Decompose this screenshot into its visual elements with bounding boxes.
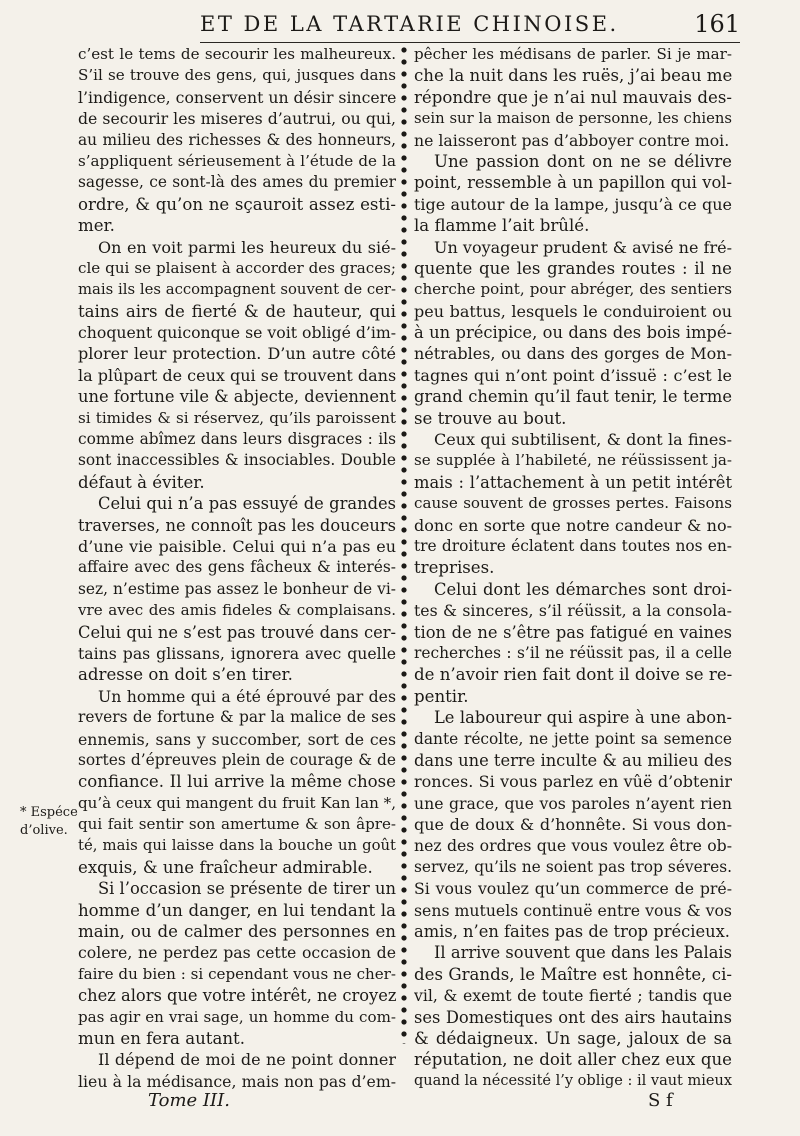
text-line: sagesse, ce sont-là des ames du premier xyxy=(78,173,396,192)
text-line: sens mutuels continuë entre vous & vos xyxy=(414,900,732,920)
text-line: On en voit parmi les heureux du sié- xyxy=(98,237,396,257)
text-line: pentir. xyxy=(414,686,469,706)
text-line: répondre que je n’ai nul mauvais des- xyxy=(414,87,732,107)
text-line: au milieu des richesses & des honneurs, xyxy=(78,130,396,149)
text-line: réputation, ne doit aller chez eux que xyxy=(414,1050,732,1070)
text-line: revers de fortune & par la malice de ses xyxy=(78,708,396,727)
text-line: tion de ne s’être pas fatigué en vaines xyxy=(414,622,732,642)
text-line: vil, & exemt de toute fierté ; tandis que xyxy=(414,986,732,1006)
text-line: de n’avoir rien fait dont il doive se re- xyxy=(414,665,732,685)
text-line: nétrables, ou dans des gorges de Mon- xyxy=(414,344,732,364)
text-line: sez, n’estime pas assez le bonheur de vi- xyxy=(78,579,396,598)
text-line: tre droiture éclatent dans toutes nos en- xyxy=(414,536,732,555)
text-line: choquent quiconque se voit obligé d’im- xyxy=(78,323,396,343)
text-line: Un voyageur prudent & avisé ne fré- xyxy=(434,237,732,257)
text-line: tains airs de fierté & de hauteur, qui xyxy=(78,301,396,321)
text-line: peu battus, lesquels le conduiroient ou xyxy=(414,301,732,321)
text-line: cause souvent de grosses pertes. Faisons xyxy=(414,494,732,513)
text-line: dans une terre inculte & au milieu des xyxy=(414,750,732,770)
text-line: que de doux & d’honnête. Si vous don- xyxy=(414,815,732,835)
text-line: d’une vie paisible. Celui qui n’a pas eu xyxy=(78,536,396,556)
text-line: défaut à éviter. xyxy=(78,472,205,492)
signature-mark: S f xyxy=(648,1090,673,1111)
text-line: tains pas glissans, ignorera avec quelle xyxy=(78,643,396,663)
text-line: tagnes qui n’ont point d’issuë : c’est le xyxy=(414,365,732,385)
text-line: lieu à la médisance, mais non pas d’em- xyxy=(78,1071,396,1091)
text-line: quand la nécessité l’y oblige : il vaut mieux xyxy=(414,1072,732,1089)
text-line: mer. xyxy=(78,216,115,236)
text-line: se trouve au bout. xyxy=(414,408,567,428)
text-line: main, ou de calmer des personnes en xyxy=(78,922,396,942)
text-line: Si l’occasion se présente de tirer un xyxy=(98,879,396,899)
text-line: c’est le tems de secourir les malheureux. xyxy=(78,45,396,63)
text-line: treprises. xyxy=(414,558,495,578)
text-line: affaire avec des gens fâcheux & interés- xyxy=(78,558,396,577)
margin-note-line: d’olive. xyxy=(20,823,68,838)
text-line: Celui qui n’a pas essuyé de grandes xyxy=(98,494,396,514)
text-line: mun en fera autant. xyxy=(78,1028,245,1048)
text-line: ne laisseront pas d’abboyer contre moi. xyxy=(414,130,730,150)
text-line: se supplée à l’habileté, ne réüssissent ja- xyxy=(414,451,732,470)
text-line: vre avec des amis fideles & complaisans. xyxy=(78,601,396,620)
text-line: plorer leur protection. D’un autre côté xyxy=(78,344,396,364)
text-line: à un précipice, ou dans des bois impé- xyxy=(414,323,732,343)
text-line: cherche point, pour abréger, des sentiers xyxy=(414,280,732,299)
text-line: che la nuit dans les ruës, j’ai beau me xyxy=(414,66,732,86)
text-line: Il dépend de moi de ne point donner xyxy=(98,1050,396,1070)
text-line: ordre, & qu’on ne sçauroit assez esti- xyxy=(78,194,396,214)
text-line: s’appliquent sérieusement à l’étude de la xyxy=(78,151,396,170)
column-divider-ornament xyxy=(398,44,410,1044)
text-line: si timides & si réservez, qu’ils paroissent xyxy=(78,408,396,427)
text-line: sein sur la maison de personne, les chiens xyxy=(414,110,732,128)
text-line: la plûpart de ceux qui se trouvent dans xyxy=(78,365,396,385)
text-line: traverses, ne connoît pas les douceurs xyxy=(78,515,396,535)
page-number: 161 xyxy=(694,10,740,38)
text-line: ennemis, sans y succomber, sort de ces xyxy=(78,729,396,749)
running-title: ET DE LA TARTARIE CHINOISE. xyxy=(200,12,619,36)
margin-note xyxy=(20,804,80,840)
left-text-column xyxy=(78,44,396,1092)
text-line: dante récolte, ne jette point sa semence xyxy=(414,729,732,748)
text-line: chez alors que votre intérêt, ne croyez xyxy=(78,986,396,1006)
text-line: Si vous voulez qu’un commerce de pré- xyxy=(414,879,732,899)
text-line: recherches : s’il ne réüssit pas, il a celle xyxy=(414,643,732,662)
text-line: ses Domestiques ont des airs hautains xyxy=(414,1007,732,1027)
text-line: Il arrive souvent que dans les Palais xyxy=(434,943,732,963)
text-line: colere, ne perdez pas cette occasion de xyxy=(78,943,396,963)
text-line: Ceux qui subtilisent, & dont la fines- xyxy=(434,430,732,450)
text-line: la flamme l’ait brûlé. xyxy=(414,216,590,236)
text-line: l’indigence, conservent un désir sincere xyxy=(78,87,396,107)
text-line: homme d’un danger, en lui tendant la xyxy=(78,900,396,920)
text-line: adresse on doit s’en tirer. xyxy=(78,665,293,685)
text-line: quente que les grandes routes : il ne xyxy=(414,258,732,278)
text-line: donc en sorte que notre candeur & no- xyxy=(414,515,732,535)
volume-label: Tome III. xyxy=(148,1090,230,1111)
text-line: ronces. Si vous parlez en vûë d’obtenir xyxy=(414,772,732,792)
text-line: qui fait sentir son amertume & son âpre- xyxy=(78,815,396,834)
text-line: confiance. Il lui arrive la même chose xyxy=(78,772,396,792)
text-line: mais : l’attachement à un petit intérêt xyxy=(414,472,732,492)
text-line: & dédaigneux. Un sage, jaloux de sa xyxy=(414,1028,732,1048)
text-line: mais ils les accompagnent souvent de cer- xyxy=(78,281,396,299)
text-line: Le laboureur qui aspire à une abon- xyxy=(434,708,732,728)
text-line: exquis, & une fraîcheur admirable. xyxy=(78,857,373,877)
text-line: sortes d’épreuves plein de courage & de xyxy=(78,750,396,769)
text-line: nez des ordres que vous voulez être ob- xyxy=(414,836,732,856)
text-line: qu’à ceux qui mangent du fruit Kan lan *, xyxy=(78,793,396,812)
text-line: de secourir les miseres d’autrui, ou qui, xyxy=(78,109,396,129)
text-line: Une passion dont on ne se délivre xyxy=(434,151,732,171)
text-line: faire du bien : si cependant vous ne cher- xyxy=(78,964,396,983)
text-line: amis, n’en faites pas de trop précieux. xyxy=(414,922,730,942)
text-line: pêcher les médisans de parler. Si je mar- xyxy=(414,45,732,63)
text-line: Un homme qui a été éprouvé par des xyxy=(98,686,396,706)
text-line: servez, qu’ils ne soient pas trop séveres. xyxy=(414,857,732,876)
text-line: sont inaccessibles & insociables. Double xyxy=(78,451,396,470)
text-line: tes & sinceres, s’il réüssit, a la consola- xyxy=(414,601,732,621)
text-line: cle qui se plaisent à accorder des graces; xyxy=(78,258,396,277)
text-line: des Grands, le Maître est honnête, ci- xyxy=(414,964,732,984)
text-line: une grace, que vos paroles n’ayent rien xyxy=(414,793,732,813)
text-line: grand chemin qu’il faut tenir, le terme xyxy=(414,387,732,407)
text-line: S’il se trouve des gens, qui, jusques dans xyxy=(78,66,396,85)
text-line: une fortune vile & abjecte, deviennent xyxy=(78,387,396,407)
text-line: Celui dont les démarches sont droi- xyxy=(434,579,732,599)
text-line: Celui qui ne s’est pas trouvé dans cer- xyxy=(78,622,396,642)
text-line: point, ressemble à un papillon qui vol- xyxy=(414,173,732,193)
text-line: comme abîmez dans leurs disgraces : ils xyxy=(78,430,396,449)
margin-note-line: * Espéce xyxy=(20,805,78,820)
right-text-column xyxy=(414,44,732,1092)
text-line: tige autour de la lampe, jusqu’à ce que xyxy=(414,194,732,214)
page-header xyxy=(200,6,740,43)
text-line: pas agir en vrai sage, un homme du com- xyxy=(78,1007,396,1026)
text-line: té, mais qui laisse dans la bouche un goût xyxy=(78,837,396,855)
